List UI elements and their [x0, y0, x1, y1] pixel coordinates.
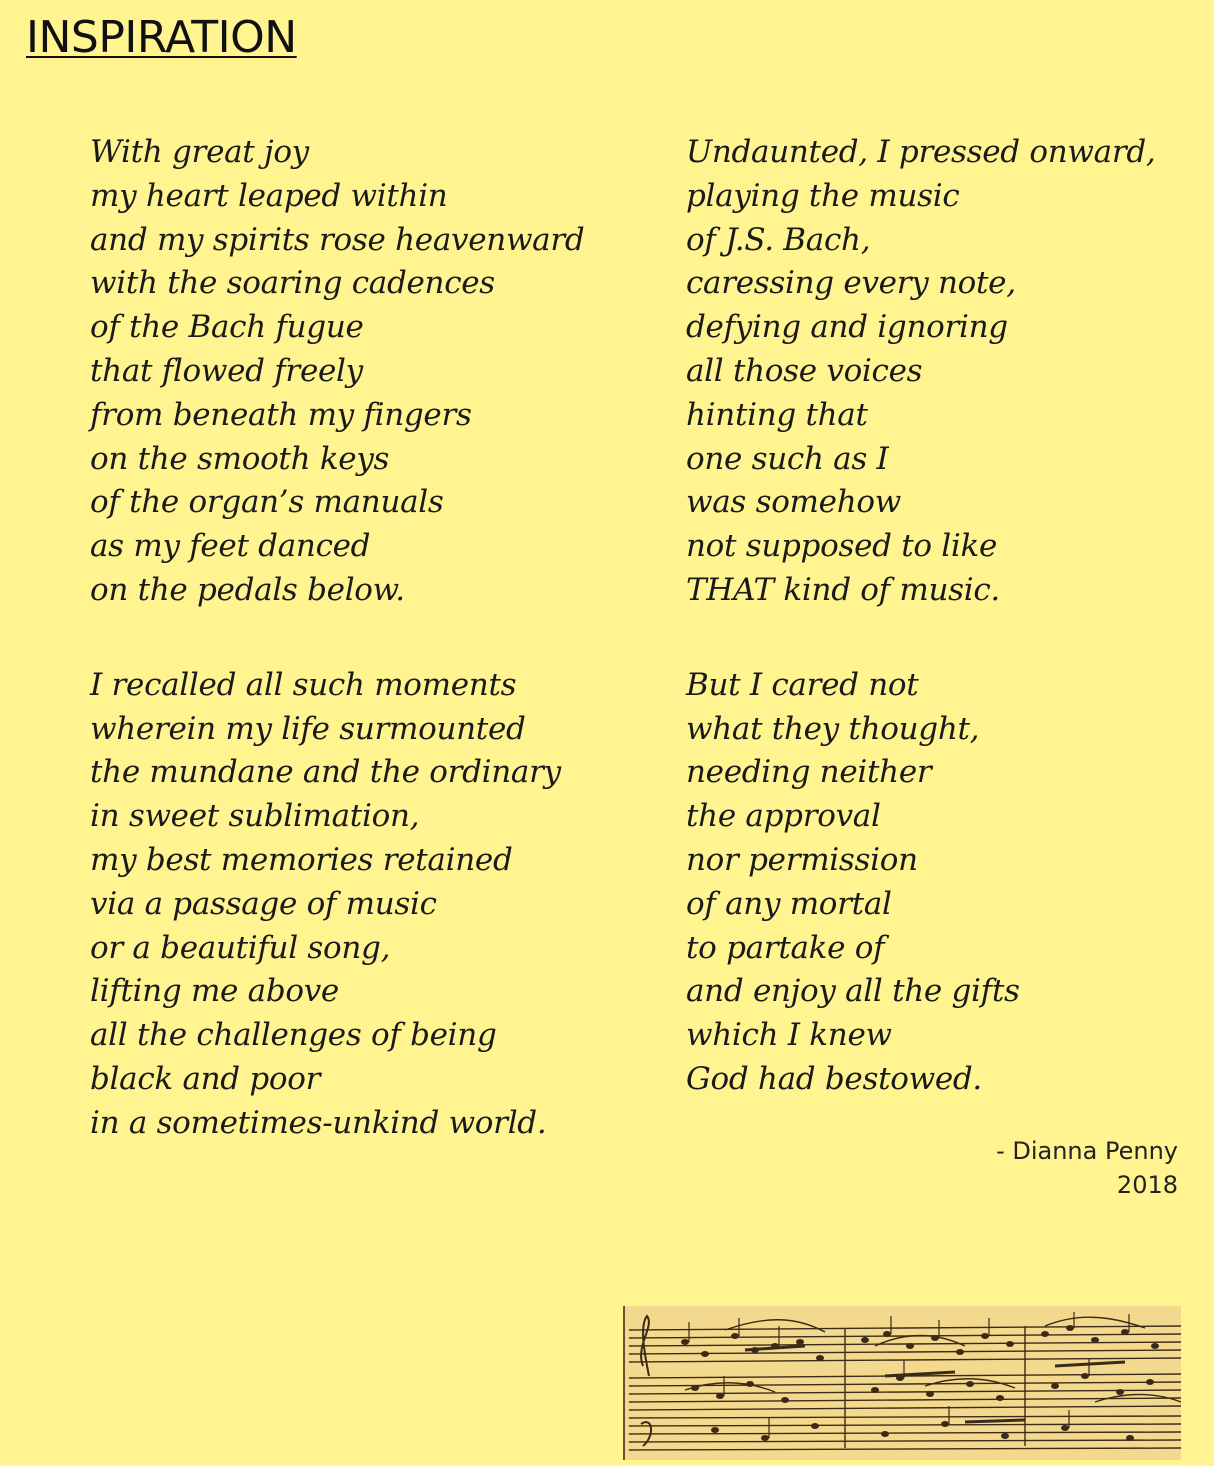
- signature-author: - Dianna Penny: [996, 1137, 1178, 1165]
- poem-line: of any mortal: [686, 885, 892, 922]
- poem-line: and enjoy all the gifts: [686, 973, 1020, 1010]
- poem-line: lifting me above: [90, 973, 339, 1010]
- poem-line: not supposed to like: [686, 528, 998, 565]
- signature-year: 2018: [1116, 1171, 1178, 1199]
- poem-line: Undaunted, I pressed onward,: [686, 134, 1156, 170]
- poem-line: wherein my life surmounted: [90, 710, 526, 747]
- poem-line: of the organ’s manuals: [90, 484, 444, 521]
- poem-line: or a beautiful song,: [90, 929, 391, 966]
- poem-line: as my feet danced: [90, 528, 371, 565]
- poem-right-column: [686, 131, 1155, 1153]
- poem-line: one such as I: [686, 440, 889, 477]
- poem-line: hinting that: [686, 396, 868, 433]
- poem-line: my best memories retained: [90, 841, 513, 878]
- poem-line: the approval: [686, 798, 881, 835]
- stanza: [686, 664, 1155, 1102]
- poem-line: caressing every note,: [686, 265, 1016, 302]
- poem-line: THAT kind of music.: [686, 571, 1000, 608]
- poem-line: on the smooth keys: [90, 440, 390, 477]
- poem-line: With great joy: [90, 134, 309, 170]
- poem-line: nor permission: [686, 841, 918, 878]
- poem-line: in sweet sublimation,: [90, 798, 420, 835]
- poem-line: with the soaring cadences: [90, 265, 495, 302]
- sheet-music-icon: [625, 1306, 1181, 1460]
- poem-line: all those voices: [686, 352, 923, 389]
- poem-line: in a sometimes-unkind world.: [90, 1104, 547, 1141]
- poem-line: and my spirits rose heavenward: [90, 221, 585, 258]
- poem-line: that flowed freely: [90, 352, 363, 389]
- stanza: [90, 664, 584, 1146]
- poem-line: God had bestowed.: [686, 1060, 982, 1097]
- poem-title: INSPIRATION: [26, 12, 297, 63]
- poem-line: of J.S. Bach,: [686, 221, 871, 258]
- poem-line: from beneath my fingers: [90, 396, 472, 433]
- poem-line: to partake of: [686, 929, 885, 966]
- poem-line: defying and ignoring: [686, 309, 1008, 346]
- poem-line: But I cared not: [686, 666, 919, 703]
- sheet-music-image: [623, 1306, 1181, 1460]
- stanza: [90, 131, 584, 613]
- poem-line: what they thought,: [686, 710, 980, 747]
- poem-line: on the pedals below.: [90, 571, 405, 608]
- poem-line: of the Bach fugue: [90, 309, 364, 346]
- poem-line: was somehow: [686, 484, 901, 521]
- poem-line: the mundane and the ordinary: [90, 754, 561, 791]
- poem-line: which I knew: [686, 1017, 892, 1054]
- poem-left-column: [90, 131, 584, 1197]
- poem-line: black and poor: [90, 1060, 321, 1097]
- poem-line: my heart leaped within: [90, 177, 448, 214]
- stanza: [686, 131, 1155, 613]
- poem-line: I recalled all such moments: [90, 666, 517, 703]
- signature: [996, 1134, 1178, 1202]
- poem-line: all the challenges of being: [90, 1017, 497, 1054]
- poem-line: needing neither: [686, 754, 932, 791]
- poem-line: via a passage of music: [90, 885, 437, 922]
- poem-line: playing the music: [686, 177, 960, 214]
